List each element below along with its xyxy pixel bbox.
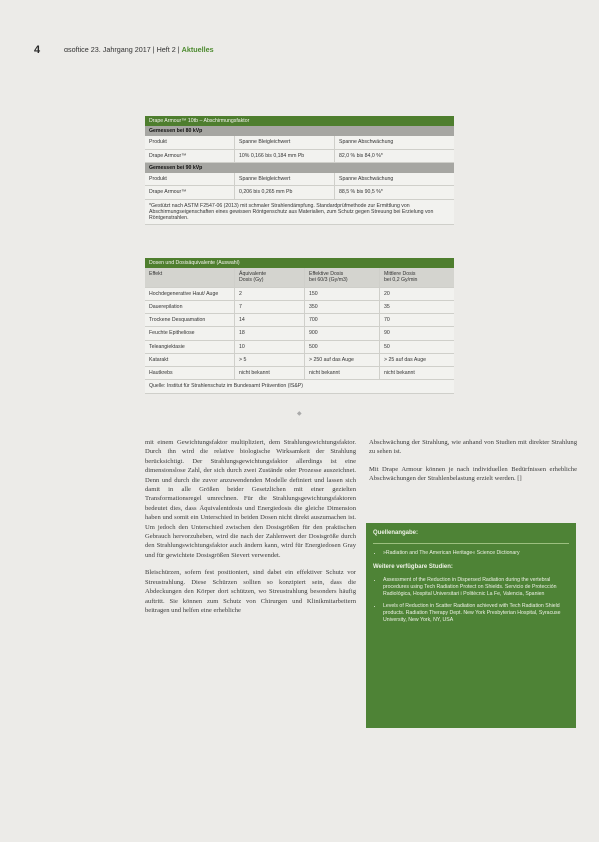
paragraph: mit einem Gewichtungsfaktor multipliziert, dem Strahlungswichtungsfaktor. Durch ihn wird die relative biologische Wirksamkeit der Strahlung berücksichtigt. Der Strahlungsgewichtungsfaktor allerdings ist eine dimensionslose Zahl, der sich durch zwei Zustände oder Prozesse auszeichnet. Denn und durch die zuvor anzuwendenden Modelle definiert und lassen sich damit in alle Größen beider Gesetzlichen mit einer gezielten Transformationsregel umrechnen. Für die Strahlungsgewichtungsfaktoren bedeutet dies, dass Äquivalentdosis und Energiedosis die gleiche Dimension haben und somit ein Unterschied in beiden Dosen nicht direkt auszumachen ist. Um jedoch den Unterschied zwischen den Dosisgrößen für den praktischen Gebrauch hervorzuheben, wird die nach der Zahlenwert der Dosisgröße durch den Strahlungswichtungsfaktor auch ändern kann, wird für Energiedosen Gray und für gewichtete Dosisgrößen Sievert verwendet. [145,439,356,559]
body-column-left [145,438,356,623]
table-header-row [145,173,454,186]
table-header-cell: Produkt [145,136,235,148]
header-line-1: Mittlere Dosis [384,271,416,278]
studies-title: Weitere verfügbare Studien: [373,564,453,571]
table-source: Quelle: Institut für Strahlenschutz im Bundesamt Prävention (IS&P) [145,380,454,393]
table-cell: 0,206 bis 0,265 mm Pb [235,186,335,198]
list-item: • »Radiation and The American Heritage« Science Dictionary [383,550,569,557]
paragraph: Mit Drape Armour können je nach individuellen Bedürfnissen erhebliche Abschwächungen der Strahlenbelastung erzielt werden. [] [369,465,577,483]
table-header-cell: Spanne Bleigleichwert [235,173,335,185]
table-cell: nicht bekannt [305,367,380,379]
table-header-cell [380,268,454,286]
table-cell: Hautkrebs [145,367,235,379]
group-label: Gemessen bei 80 kVp [145,126,454,136]
list-item: • Assessment of the Reduction in Dispersed Radiation during the vertebral procedures using Tech Radiation Protect on Shields. Servicio de Protección Radiológica, Hospital Universitari i Politècnic La Fe, Valencia, Spanien [383,577,569,598]
table-header-cell [235,268,305,286]
table-row [145,327,454,340]
table-cell: Teleangiektasie [145,341,235,353]
table-cell: 2 [235,288,305,300]
table-row [145,150,454,163]
table-header-row [145,268,454,287]
table-cell: 350 [305,301,380,313]
table-cell: 500 [305,341,380,353]
table-header-cell [145,268,235,286]
table-header-cell: Spanne Abschwächung [339,139,394,146]
group-label: Gemessen bei 90 kVp [145,163,454,173]
table-cell: 50 [384,343,390,350]
table-cell: 88,5 % bis 90,5 %* [339,189,383,196]
table-cell: 35 [384,303,390,310]
table-cell: 70 [384,317,390,324]
shielding-table-title: Drape Armour™ 10tb – Abschirmungsfaktor [145,116,454,126]
separator-mark: ◆ [297,411,302,417]
header-line-1: Äquivalente [239,271,267,278]
table-cell: Drape Armour™ [145,150,235,162]
table-cell: 14 [235,314,305,326]
table-cell: 10% 0,166 bis 0,184 mm Pb [235,150,335,162]
table-cell: Trockene Desquamation [145,314,235,326]
section-label: Aktuelles [181,45,214,54]
header-line-2: bei 60/3 (Gy/m3) [309,277,348,284]
running-head-text: ɑsoftice 23. Jahrgang 2017 | Heft 2 | [64,45,180,54]
dose-table [145,258,454,394]
table-cell: 7 [235,301,305,313]
body-column-right [369,438,577,492]
table-cell: 18 [235,327,305,339]
table-header-cell: Spanne Bleigleichwert [235,136,335,148]
table-row [145,314,454,327]
table-cell: 82,0 % bis 84,0 %* [339,152,383,159]
table-header-cell [305,268,380,286]
table-cell: nicht bekannt [384,370,415,377]
table-cell: Dauerepilation [145,301,235,313]
sources-list [373,550,569,557]
divider [373,543,569,544]
table-cell: 150 [305,288,380,300]
table-cell: nicht bekannt [235,367,305,379]
table-header-row [145,136,454,149]
table-cell: Feuchte Epitheliose [145,327,235,339]
table-row [145,186,454,199]
table-cell: 900 [305,327,380,339]
header-line-2: Dosis (Gy) [239,277,264,284]
studies-list [373,577,569,624]
table-row [145,341,454,354]
dose-table-body [145,288,454,381]
list-item: • Levels of Reduction in Scatter Radiation achieved with Tech Radiation Shield products. Radiation Therapy Dept. New York Presbyterian Hospital, Syracuse University, New York, NY, USA [383,603,569,624]
paragraph: Bleischürzen, sofern fest positioniert, sind dabei ein effektiver Schutz vor Streustrahlung. Diese Schürzen sollten so konzipiert sein, dass die Abdeckungen den Körper dort schützen, wo Streustrahlung besonders häufig auftritt. Sie können zum Schutz von Chirurgen und Klinikmitarbeitern beitragen und helfen eine erhebliche [145,569,356,614]
table-cell: > 250 auf das Auge [305,354,380,366]
table-footnote: *Gestützt nach ASTM F2547-06 (2013) mit schmaler Strahlendämpfung. Standardprüfmethode zur Ermittlung von Abschirmungseigenschaften eines gewissen Röntgenschutz aus Materialien, zum Schutz gegen Streuung bei Erzielung von Röntgenstrahlen. [145,200,454,226]
table-row [145,367,454,380]
table-cell: Drape Armour™ [145,186,235,198]
table-header-cell: Spanne Abschwächung [339,176,394,183]
page-number: 4 [34,44,41,56]
table-cell: > 25 auf das Auge [384,356,426,363]
table-header-cell: Produkt [145,173,235,185]
table-cell: Hochdegenerative Haut/ Auge [145,288,235,300]
table-row [145,354,454,367]
header-line-1: Effektive Dosis [309,271,344,278]
table-row [145,288,454,301]
sources-title: Quellenangabe: [373,530,419,536]
table-cell: 700 [305,314,380,326]
shielding-table [145,116,454,225]
table-cell: Katarakt [145,354,235,366]
header-line-2: bei 0,2 Gy/min [384,277,418,284]
paragraph: Abschwächung der Strahlung, wie anhand von Studien mit direkter Strahlung zu sehen ist. [369,439,577,456]
dose-table-title: Dosen und Dosisäquivalente (Auswahl) [145,258,454,268]
table-cell: 90 [384,330,390,337]
sources-box [366,523,576,728]
table-cell: > 5 [235,354,305,366]
table-cell: 20 [384,290,390,297]
header-line-1: Effekt [149,271,163,278]
table-cell: 10 [235,341,305,353]
running-head [64,45,214,54]
table-row [145,301,454,314]
